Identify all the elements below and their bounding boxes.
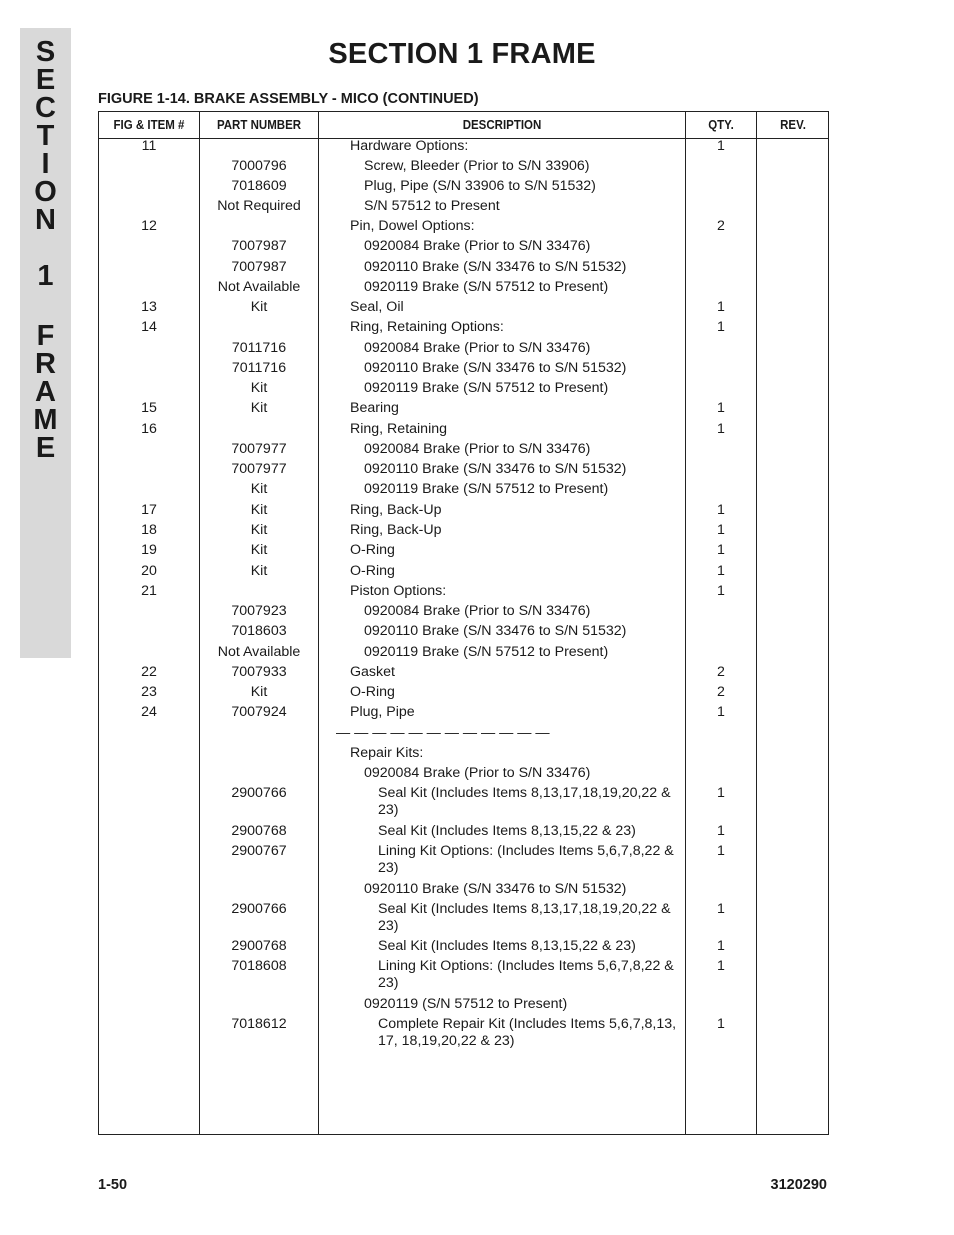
table-cell-description: Bearing <box>350 400 399 416</box>
table-cell-fig-item: 24 <box>141 704 157 720</box>
table-cell-part-number: 2900768 <box>231 823 287 839</box>
table-cell-part-number: 2900768 <box>231 938 287 954</box>
table-cell-qty: 1 <box>717 319 725 335</box>
table-cell-part-number: Kit <box>250 684 268 700</box>
table-cell-part-number: 7007924 <box>231 704 287 720</box>
table-cell-part-number: 7007923 <box>231 603 287 619</box>
table-cell-qty: 1 <box>717 704 725 720</box>
parts-table <box>98 111 829 1135</box>
table-cell-description: Complete Repair Kit (Includes Items 5,6,7,8,13, 17, 18,19,20,22 & 23) <box>378 1016 677 1049</box>
table-cell-qty: 1 <box>717 563 725 579</box>
table-cell-part-number: Kit <box>250 400 268 416</box>
table-cell-fig-item: 13 <box>141 299 157 315</box>
table-cell-part-number: 7018603 <box>231 623 287 639</box>
table-cell-qty: 2 <box>717 684 725 700</box>
table-cell-description: Seal Kit (Includes Items 8,13,15,22 & 23) <box>378 938 636 954</box>
table-cell-part-number: 7007987 <box>231 238 287 254</box>
table-cell-description: 0920119 Brake (S/N 57512 to Present) <box>364 279 609 295</box>
table-cell-description: O-Ring <box>350 563 395 579</box>
table-cell-description: O-Ring <box>350 542 395 558</box>
table-cell-fig-item: 14 <box>141 319 157 335</box>
table-cell-part-number: 2900766 <box>231 785 287 801</box>
side-tab-letter: S <box>35 36 56 68</box>
table-cell-qty: 1 <box>717 542 725 558</box>
table-cell-fig-item: 16 <box>141 421 157 437</box>
table-cell-fig-item: 11 <box>141 138 157 154</box>
table-cell-description: Ring, Back-Up <box>350 502 442 518</box>
section-side-tab <box>20 28 71 658</box>
table-cell-description: 0920110 Brake (S/N 33476 to S/N 51532) <box>364 360 627 376</box>
table-cell-fig-item: 17 <box>141 502 157 518</box>
header-fig-item: FIG & ITEM # <box>113 118 185 132</box>
side-tab-letter: R <box>35 348 56 380</box>
table-cell-description: 0920119 Brake (S/N 57512 to Present) <box>364 380 609 396</box>
table-cell-qty: 1 <box>717 299 725 315</box>
table-cell-fig-item: 20 <box>141 563 157 579</box>
table-cell-description: 0920084 Brake (Prior to S/N 33476) <box>364 603 591 619</box>
table-cell-fig-item: 23 <box>141 684 157 700</box>
figure-title: FIGURE 1-14. BRAKE ASSEMBLY - MICO (CONTINUED) <box>98 91 479 107</box>
table-cell-description: 0920110 Brake (S/N 33476 to S/N 51532) <box>364 259 627 275</box>
table-cell-description: Repair Kits: <box>350 745 424 761</box>
table-cell-description: Gasket <box>350 664 395 680</box>
side-tab-letter: I <box>41 148 50 180</box>
table-cell-part-number: 7018612 <box>231 1016 287 1032</box>
table-cell-qty: 1 <box>717 522 725 538</box>
table-cell-description: Ring, Back-Up <box>350 522 442 538</box>
table-cell-description: S/N 57512 to Present <box>364 198 500 214</box>
table-cell-description: 0920084 Brake (Prior to S/N 33476) <box>364 441 591 457</box>
table-cell-qty: 2 <box>717 218 725 234</box>
table-cell-description: 0920110 Brake (S/N 33476 to S/N 51532) <box>364 461 627 477</box>
table-cell-part-number: Kit <box>250 380 268 396</box>
table-cell-description: 0920110 Brake (S/N 33476 to S/N 51532) <box>364 881 627 897</box>
table-cell-fig-item: 15 <box>141 400 157 416</box>
table-cell-description: Lining Kit Options: (Includes Items 5,6,7,8,22 & 23) <box>378 843 674 876</box>
table-cell-part-number: Kit <box>250 563 268 579</box>
side-tab-letter: E <box>35 64 56 96</box>
column-divider <box>318 112 319 1134</box>
table-cell-description: Lining Kit Options: (Includes Items 5,6,7,8,22 & 23) <box>378 958 674 991</box>
table-cell-fig-item: 19 <box>141 542 157 558</box>
table-cell-description: Screw, Bleeder (Prior to S/N 33906) <box>364 158 590 174</box>
side-tab-letter: T <box>36 120 55 152</box>
table-cell-description: 0920110 Brake (S/N 33476 to S/N 51532) <box>364 623 627 639</box>
table-cell-qty: 1 <box>717 502 725 518</box>
table-cell-part-number: Not Available <box>217 644 301 660</box>
side-tab-letter: E <box>35 432 56 464</box>
table-cell-qty: 1 <box>717 843 725 859</box>
table-cell-part-number: Not Required <box>217 198 301 214</box>
table-cell-description: Plug, Pipe (S/N 33906 to S/N 51532) <box>364 178 596 194</box>
table-cell-qty: 1 <box>717 958 725 974</box>
table-cell-part-number: 7011716 <box>231 360 287 376</box>
table-cell-part-number: 7007977 <box>231 461 287 477</box>
table-cell-part-number: Kit <box>250 299 268 315</box>
header-part-number: PART NUMBER <box>216 118 302 132</box>
table-cell-part-number: Not Available <box>217 279 301 295</box>
side-tab-letter: C <box>35 92 56 124</box>
table-cell-description: Seal Kit (Includes Items 8,13,17,18,19,20,22 & 23) <box>378 901 671 934</box>
table-cell-description: Piston Options: <box>350 583 447 599</box>
table-cell-part-number: Kit <box>250 542 268 558</box>
table-cell-part-number: 7007987 <box>231 259 287 275</box>
table-cell-description: 0920084 Brake (Prior to S/N 33476) <box>364 765 591 781</box>
table-cell-qty: 1 <box>717 421 725 437</box>
header-description: DESCRIPTION <box>462 118 542 132</box>
table-cell-part-number: 7018608 <box>231 958 287 974</box>
table-cell-fig-item: 22 <box>141 664 157 680</box>
side-tab-letter: N <box>35 204 56 236</box>
table-cell-qty: 1 <box>717 823 725 839</box>
table-cell-part-number: Kit <box>250 522 268 538</box>
table-cell-description: — — — — — — — — — — — — <box>336 725 550 741</box>
table-cell-qty: 1 <box>717 138 725 154</box>
side-tab-letter: O <box>34 176 57 208</box>
table-cell-qty: 1 <box>717 901 725 917</box>
side-tab-letter: 1 <box>37 260 54 292</box>
table-cell-part-number: Kit <box>250 502 268 518</box>
table-cell-description: O-Ring <box>350 684 395 700</box>
table-cell-description: 0920119 (S/N 57512 to Present) <box>364 996 568 1012</box>
table-cell-part-number: 2900766 <box>231 901 287 917</box>
table-cell-part-number: 7011716 <box>231 340 287 356</box>
page-number: 1-50 <box>98 1177 128 1193</box>
table-cell-description: 0920084 Brake (Prior to S/N 33476) <box>364 340 591 356</box>
table-cell-qty: 1 <box>717 400 725 416</box>
table-cell-description: Seal Kit (Includes Items 8,13,15,22 & 23) <box>378 823 636 839</box>
table-cell-description: Ring, Retaining Options: <box>350 319 504 335</box>
table-cell-part-number: 7018609 <box>231 178 287 194</box>
document-number: 3120290 <box>770 1177 827 1193</box>
header-qty: QTY. <box>708 118 734 132</box>
table-cell-description: Hardware Options: <box>350 138 469 154</box>
table-cell-description: Plug, Pipe <box>350 704 415 720</box>
table-cell-fig-item: 21 <box>141 583 157 599</box>
table-cell-qty: 1 <box>717 938 725 954</box>
table-cell-qty: 2 <box>717 664 725 680</box>
table-cell-description: Pin, Dowel Options: <box>350 218 475 234</box>
table-cell-qty: 1 <box>717 1016 725 1032</box>
table-cell-part-number: 2900767 <box>231 843 287 859</box>
table-cell-part-number: 7007933 <box>231 664 287 680</box>
table-cell-description: 0920119 Brake (S/N 57512 to Present) <box>364 481 609 497</box>
table-cell-fig-item: 12 <box>141 218 157 234</box>
column-divider <box>685 112 686 1134</box>
table-cell-description: 0920084 Brake (Prior to S/N 33476) <box>364 238 591 254</box>
table-cell-description: 0920119 Brake (S/N 57512 to Present) <box>364 644 609 660</box>
table-cell-fig-item: 18 <box>141 522 157 538</box>
table-cell-description: Ring, Retaining <box>350 421 448 437</box>
side-tab-letter: F <box>36 320 55 352</box>
table-cell-description: Seal, Oil <box>350 299 404 315</box>
column-divider <box>756 112 757 1134</box>
table-cell-part-number: Kit <box>250 481 268 497</box>
table-cell-qty: 1 <box>717 583 725 599</box>
page-title: SECTION 1 FRAME <box>328 38 596 70</box>
table-cell-description: Seal Kit (Includes Items 8,13,17,18,19,20,22 & 23) <box>378 785 671 818</box>
table-cell-qty: 1 <box>717 785 725 801</box>
table-cell-part-number: 7007977 <box>231 441 287 457</box>
side-tab-letter: M <box>33 404 58 436</box>
table-cell-part-number: 7000796 <box>231 158 287 174</box>
header-rev: REV. <box>780 118 806 132</box>
side-tab-letter: A <box>35 376 56 408</box>
